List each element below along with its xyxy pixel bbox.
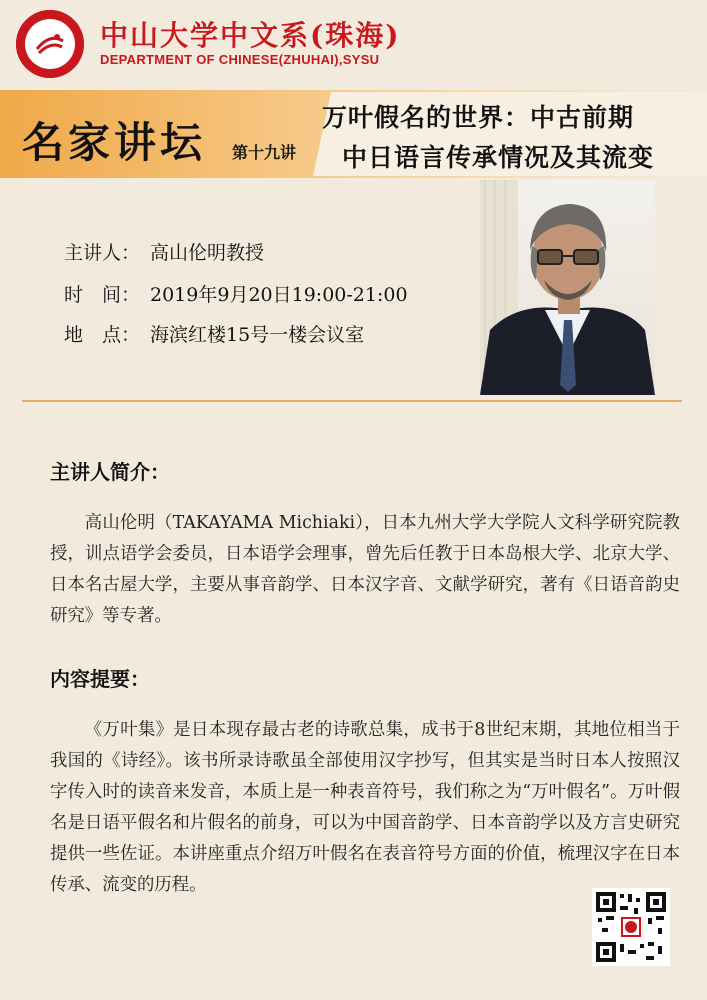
time-value: 2019年9月20日19:00-21:00 <box>150 284 408 306</box>
speaker-label: 主讲人： <box>64 242 141 264</box>
bio-paragraph: 高山伦明（TAKAYAMA Michiaki），日本九州大学大学院人文科学研究院教授，训点语学会委员，日本语学会理事，曾先后任教于日本岛根大学、北京大学、日本名古屋大学，主要从事音韵学、日本汉字音、文献学研究，著有《日语音韵史研究》等专著。 <box>50 513 680 626</box>
lecture-number: 第十九讲 <box>232 143 297 162</box>
summary-heading: 内容提要： <box>50 667 150 691</box>
speaker-info <box>64 238 264 265</box>
section-divider <box>22 400 682 402</box>
department-name-cn: 中山大学中文系(珠海) <box>100 19 401 52</box>
place-info <box>64 320 364 347</box>
lecture-title-line2: 中日语言传承情况及其流变 <box>342 143 655 172</box>
summary-paragraph: 《万叶集》是日本现存最古老的诗歌总集，成书于8世纪末期，其地位相当于我国的《诗经》。该书所录诗歌虽全部使用汉字抄写，但其实是当时日本人按照汉字传入时的读音来发音，本质上是一种表音符号，我们称之为“万叶假名”。万叶假名是日语平假名和片假名的前身，可以为中国音韵学、日本音韵学以及方言史研究提供一些佐证。本讲座重点介绍万叶假名在表音符号方面的价值，梳理汉字在日本传承、流变的历程。 <box>50 720 680 895</box>
department-name-en: DEPARTMENT OF CHINESE(ZHUHAI),SYSU <box>100 52 380 67</box>
place-label: 地 点： <box>64 324 141 346</box>
speaker-value: 高山伦明教授 <box>150 242 265 264</box>
lecture-title-line1: 万叶假名的世界：中古前期 <box>322 103 635 132</box>
logo-emblem-icon <box>35 31 65 57</box>
speaker-photo <box>480 180 655 395</box>
place-value: 海滨红楼15号一楼会议室 <box>150 324 365 346</box>
time-info <box>64 280 408 307</box>
university-logo <box>16 10 84 78</box>
lecture-series-title: 名家讲坛 <box>22 118 207 167</box>
time-label: 时 间： <box>64 284 141 306</box>
bio-heading: 主讲人简介： <box>50 460 170 484</box>
qr-code <box>592 888 670 966</box>
